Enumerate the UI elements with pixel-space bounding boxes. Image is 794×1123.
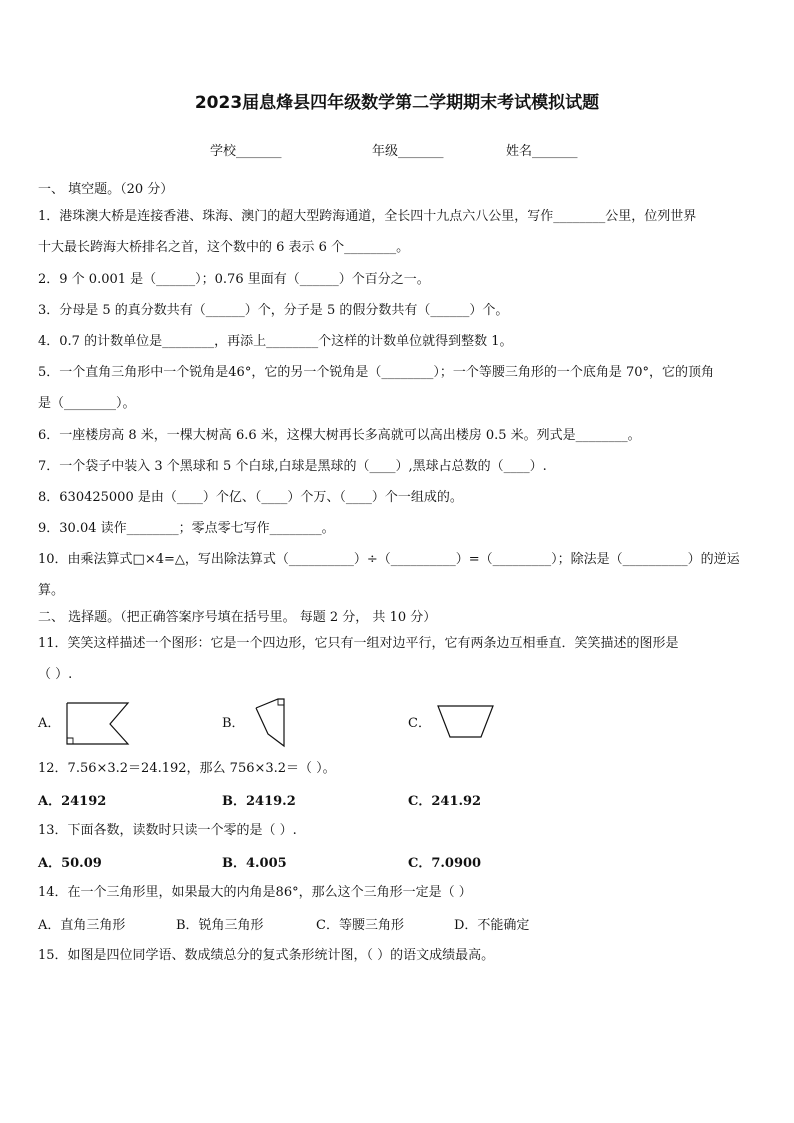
school-field: 学校_______: [210, 144, 282, 159]
question-11-line2: （ ）.: [38, 667, 73, 682]
isosceles-trapezoid-shape: [437, 705, 495, 739]
question-13-option-b: B．4.005: [222, 856, 287, 871]
question-14: 14．在一个三角形里，如果最大的内角是86°，那么这个三角形一定是（ ）: [38, 885, 472, 900]
question-9: 9．30.04 读作________；零点零七写作________。: [38, 521, 335, 536]
section1-heading: 一、 填空题。（20 分）: [38, 182, 174, 197]
question-5-line2: 是（________）。: [38, 396, 136, 411]
name-field: 姓名_______: [506, 144, 578, 159]
question-14-option-c: C．等腰三角形: [316, 918, 404, 933]
question-12-option-a: A．24192: [38, 794, 107, 809]
question-11-option-b: B．: [222, 716, 245, 731]
question-3: 3．分母是 5 的真分数共有（______）个，分子是 5 的假分数共有（______）个。: [38, 303, 509, 318]
question-15: 15．如图是四位同学语、数成绩总分的复式条形统计图，（ ）的语文成绩最高。: [38, 948, 495, 963]
question-13-option-c: C．7.0900: [408, 856, 482, 871]
question-12-option-b: B．2419.2: [222, 794, 296, 809]
question-14-option-a: A．直角三角形: [38, 918, 126, 933]
question-11-line1: 11．笑笑这样描述一个图形：它是一个四边形，它只有一组对边平行，它有两条边互相垂直．笑笑描述的图形是: [38, 636, 679, 651]
question-10-line1: 10．由乘法算式□×4=△，写出除法算式（__________）÷（__________）=（_________）；除法是（__________）的逆运: [38, 552, 740, 567]
question-13: 13．下面各数，读数时只读一个零的是（ ）.: [38, 823, 297, 838]
question-10-line2: 算。: [38, 583, 65, 598]
question-1-line2: 十大最长跨海大桥排名之首，这个数中的 6 表示 6 个________。: [38, 240, 410, 255]
question-4: 4．0.7 的计数单位是________，再添上________个这样的计数单位就得到整数 1。: [38, 334, 513, 349]
question-11-option-a: A．: [38, 716, 61, 731]
right-angle-quadrilateral-shape: [254, 698, 294, 748]
question-6: 6．一座楼房高 8 米，一棵大树高 6.6 米，这棵大树再长多高就可以高出楼房 0.5 米。列式是________。: [38, 428, 641, 443]
right-trapezoid-notch-shape: [66, 702, 130, 746]
question-8: 8．630425000 是由（____）个亿、（____）个万、（____）个一组成的。: [38, 490, 463, 505]
exam-title: 2023届息烽县四年级数学第二学期期末考试模拟试题: [194, 93, 600, 113]
grade-field: 年级_______: [372, 144, 444, 159]
question-14-option-d: D．不能确定: [454, 918, 530, 933]
question-5-line1: 5．一个直角三角形中一个锐角是46°，它的另一个锐角是（________）；一个等腰三角形的一个底角是 70°，它的顶角: [38, 365, 714, 380]
question-12-option-c: C．241.92: [408, 794, 482, 809]
question-11-option-c: C．: [408, 716, 431, 731]
question-7: 7．一个袋子中装入 3 个黑球和 5 个白球,白球是黑球的（____）,黑球占总数的（____）.: [38, 459, 547, 474]
section2-heading: 二、 选择题。（把正确答案序号填在括号里。 每题 2 分， 共 10 分）: [38, 610, 437, 625]
question-12: 12．7.56×3.2＝24.192，那么 756×3.2＝（ ）。: [38, 761, 336, 776]
question-2: 2．9 个 0.001 是（______）；0.76 里面有（______）个百分之一。: [38, 272, 430, 287]
question-13-option-a: A．50.09: [38, 856, 102, 871]
question-14-option-b: B．锐角三角形: [176, 918, 264, 933]
question-1-line1: 1．港珠澳大桥是连接香港、珠海、澳门的超大型跨海通道，全长四十九点六八公里，写作________公里，位列世界: [38, 209, 697, 224]
